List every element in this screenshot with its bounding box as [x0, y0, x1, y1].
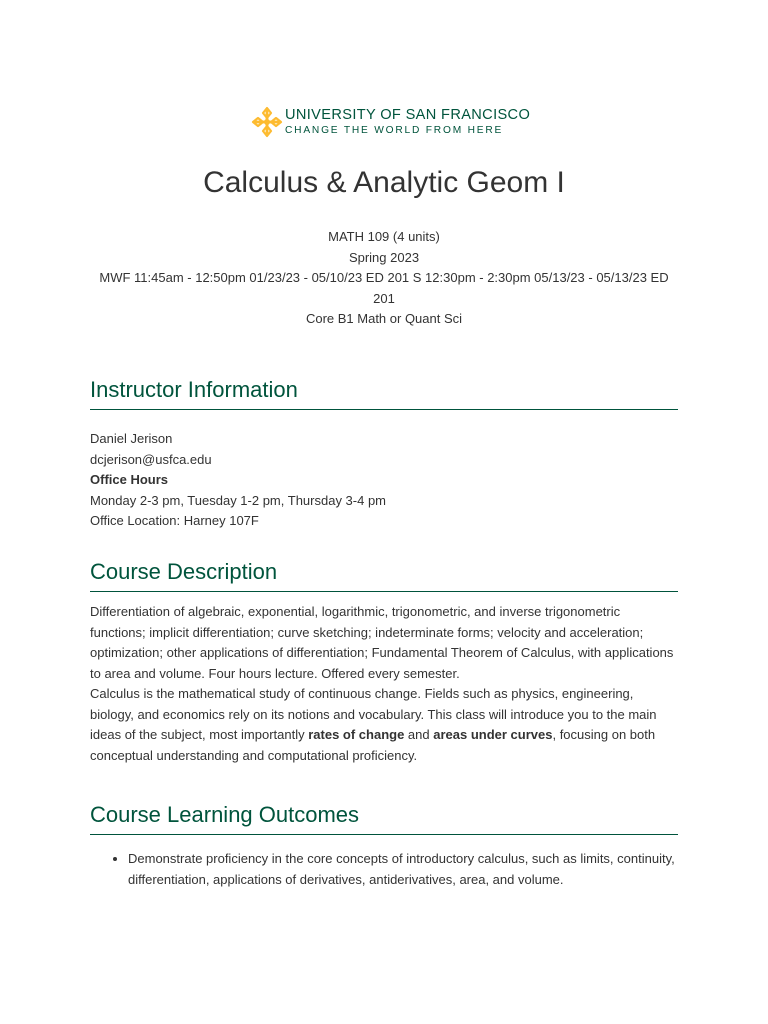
office-hours: Monday 2-3 pm, Tuesday 1-2 pm, Thursday 3-4 pm: [90, 492, 387, 508]
course-title: Calculus & Analytic Geom I: [203, 166, 565, 199]
instructor-name: Daniel Jerison: [90, 431, 173, 446]
course-description: [90, 602, 678, 766]
description-paragraph: Differentiation of algebraic, exponential, logarithmic, trigonometric, and inverse trigonometric functions; implicit differentiation; curve sketching; indeterminate forms; velocity and acceleration; optimization; other applications of differentiation; Fundamental Theorem of Calculus, with applications to area and volume. Four hours lecture. Offered every semester.: [90, 604, 674, 681]
course-meta: [90, 227, 678, 330]
course-term: Spring 2023: [348, 249, 420, 265]
logo-tagline: CHANGE THE WORLD FROM HERE: [285, 124, 504, 136]
description-paragraph: Calculus is the mathematical study of continuous change. Fields such as physics, engineering, biology, and economics rely on its notions and vocabulary. This class will introduce you to the main ideas of the subject, most importantly rates of change and areas under curves, focusing on both conceptual understanding and computational proficiency.: [90, 686, 657, 763]
course-learning-outcomes-heading: Course Learning Outcomes: [90, 801, 678, 835]
list-item: • Demonstrate proficiency in the core concepts of introductory calculus, such as limits, continuity, differentiation, applications of derivatives, antiderivatives, area, and volume.: [128, 849, 678, 890]
course-description-heading: Course Description: [90, 558, 678, 592]
course-core-requirement: Core B1 Math or Quant Sci: [305, 311, 463, 326]
course-schedule: MWF 11:45am - 12:50pm 01/23/23 - 05/10/23 ED 201 S 12:30pm - 2:30pm 05/13/23 - 05/13/23 ED 201: [99, 270, 669, 306]
office-location: Office Location: Harney 107F: [90, 513, 259, 528]
course-code-units: MATH 109 (4 units): [328, 229, 440, 244]
office-hours-label: Office Hours: [90, 472, 169, 487]
emphasis-areas-under-curves: areas under curves: [433, 727, 553, 742]
logo-university-name: UNIVERSITY OF SAN FRANCISCO: [285, 106, 531, 123]
usf-cross-logo-icon: [251, 106, 283, 138]
instructor-information-heading: Instructor Information: [90, 376, 678, 410]
instructor-email[interactable]: dcjerison@usfca.edu: [90, 451, 212, 467]
instructor-details: [90, 429, 678, 532]
outcomes-list: [90, 849, 678, 890]
university-logo: [251, 104, 531, 140]
emphasis-rates-of-change: rates of change: [308, 727, 405, 742]
logo-wordmark: [285, 107, 530, 138]
learning-outcomes: [90, 849, 678, 890]
